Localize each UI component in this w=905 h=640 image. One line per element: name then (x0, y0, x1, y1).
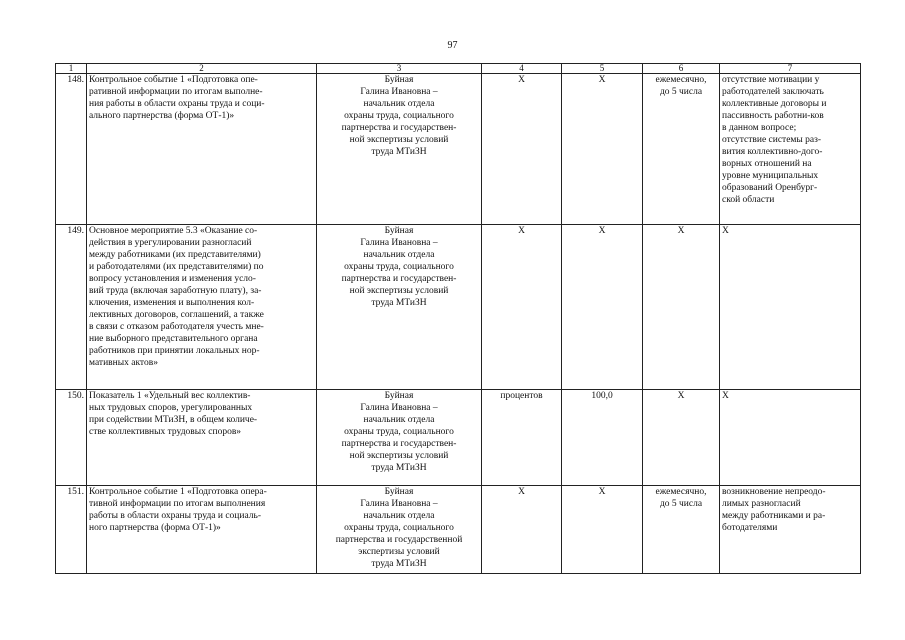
responsible: Буйная Галина Ивановна – начальник отдела охраны труда, социального партнерства и государствен- ной экспертизы условий труда МТиЗН (317, 74, 482, 225)
responsible: Буйная Галина Ивановна – начальник отдела охраны труда, социального партнерства и государствен- ной экспертизы условий труда МТиЗН (317, 390, 482, 486)
note-cell: Х (720, 390, 861, 486)
column-header: 3 (317, 64, 482, 74)
period-cell: Х (643, 225, 720, 390)
row-number: 151. (56, 486, 87, 574)
column-header: 2 (87, 64, 317, 74)
note-cell: возникновение непреодо- лимых разногласий между работниками и ра- ботодателями (720, 486, 861, 574)
event-name: Основное мероприятие 5.3 «Оказание со- действия в урегулировании разногласий между работниками (их представителями) и работодателями (их представителями) по вопросу установления и изменения усло- вий труда (включая заработную плату), за- ключения, изменения и выполнения кол- лективных договоров, соглашений, а также в связи с отказом работодателя учесть мне- ние выборного представительного органа работников при принятии локальных нор- мативных актов» (87, 225, 317, 390)
event-name: Контрольное событие 1 «Подготовка опе- ративной информации по итогам выполне- ния работы в области охраны труда и соци- ального партнерства (форма ОТ-1)» (87, 74, 317, 225)
unit-cell: Х (482, 486, 562, 574)
page-number: 97 (447, 40, 458, 51)
report-table (55, 63, 861, 574)
column-header: 4 (482, 64, 562, 74)
responsible: Буйная Галина Ивановна – начальник отдела охраны труда, социального партнерства и государствен- ной экспертизы условий труда МТиЗН (317, 225, 482, 390)
unit-cell: Х (482, 225, 562, 390)
column-header: 1 (56, 64, 87, 74)
value-cell: Х (562, 74, 643, 225)
event-name: Показатель 1 «Удельный вес коллектив- ных трудовых споров, урегулированных при содействии МТиЗН, в общем количе- стве коллективных трудовых споров» (87, 390, 317, 486)
table-row (56, 225, 861, 390)
table-row (56, 74, 861, 225)
table-row (56, 390, 861, 486)
period-cell: ежемесячно, до 5 числа (643, 74, 720, 225)
column-header: 7 (720, 64, 861, 74)
responsible: Буйная Галина Ивановна – начальник отдела охраны труда, социального партнерства и государственной экспертизы условий труда МТиЗН (317, 486, 482, 574)
value-cell: Х (562, 486, 643, 574)
row-number: 149. (56, 225, 87, 390)
unit-cell: Х (482, 74, 562, 225)
table-row (56, 486, 861, 574)
row-number: 150. (56, 390, 87, 486)
value-cell: 100,0 (562, 390, 643, 486)
note-cell: Х (720, 225, 861, 390)
column-header: 5 (562, 64, 643, 74)
unit-cell: процентов (482, 390, 562, 486)
note-cell: отсутствие мотивации у работодателей заключать коллективные договоры и пассивность работни-ков в данном вопросе; отсутствие системы раз- вития коллективно-дого- ворных отношений на уровне муниципальных образований Оренбург- ской области (720, 74, 861, 225)
row-number: 148. (56, 74, 87, 225)
value-cell: Х (562, 225, 643, 390)
event-name: Контрольное событие 1 «Подготовка опера- тивной информации по итогам выполнения работы в области охраны труда и социаль- ного партнерства (форма ОТ-1)» (87, 486, 317, 574)
header-row (56, 64, 861, 74)
column-header: 6 (643, 64, 720, 74)
period-cell: Х (643, 390, 720, 486)
period-cell: ежемесячно, до 5 числа (643, 486, 720, 574)
